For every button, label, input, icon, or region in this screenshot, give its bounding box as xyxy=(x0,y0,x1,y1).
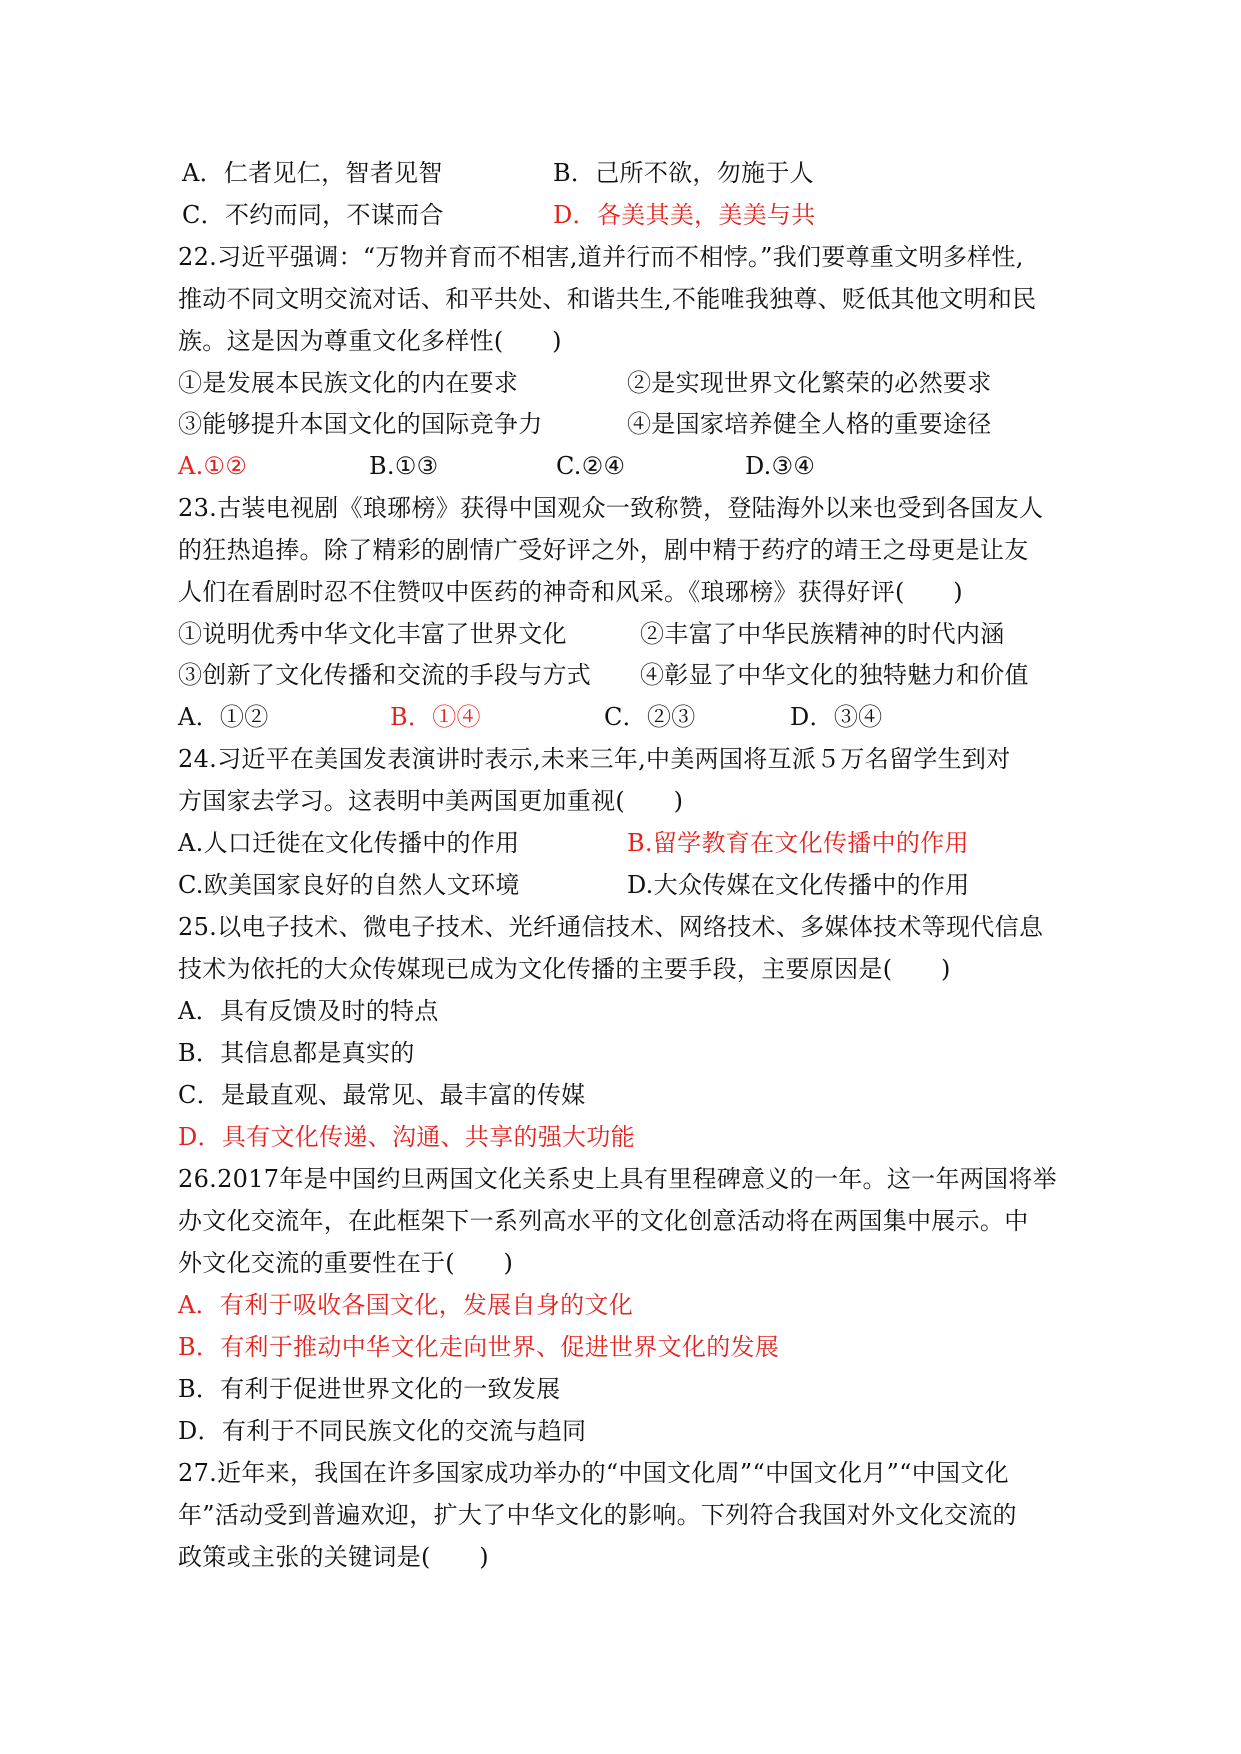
q23-stem-line1: 23.古装电视剧《琅琊榜》获得中国观众一致称赞，登陆海外以来也受到各国友人 xyxy=(178,494,1044,522)
q26-option-d: D．有利于不同民族文化的交流与趋同 xyxy=(178,1417,587,1445)
q22-statement-1: ①是发展本民族文化的内在要求 xyxy=(178,369,519,397)
q22-statement-2: ②是实现世界文化繁荣的必然要求 xyxy=(627,369,992,397)
q23-option-c: C．②③ xyxy=(604,703,696,731)
q25-option-a: A．具有反馈及时的特点 xyxy=(178,997,439,1025)
q22-option-d: D.③④ xyxy=(745,452,816,480)
q21-option-a: A．仁者见仁，智者见智 xyxy=(182,159,443,187)
q23-statement-1: ①说明优秀中华文化丰富了世界文化 xyxy=(178,620,567,648)
q23-option-d: D．③④ xyxy=(790,703,883,731)
q26-option-b-answer: B．有利于推动中华文化走向世界、促进世界文化的发展 xyxy=(178,1333,780,1361)
q26-stem-line1: 26.2017年是中国约旦两国文化关系史上具有里程碑意义的一年。这一年两国将举 xyxy=(178,1165,1057,1193)
q22-option-b: B.①③ xyxy=(369,452,439,480)
q21-option-c: C．不约而同，不谋而合 xyxy=(182,201,444,229)
q26-stem-line3: 外文化交流的重要性在于( ) xyxy=(178,1249,514,1277)
q25-option-c: C．是最直观、最常见、最丰富的传媒 xyxy=(178,1081,586,1109)
q23-stem-line3: 人们在看剧时忍不住赞叹中医药的神奇和风采。《琅琊榜》获得好评( ) xyxy=(178,578,963,606)
q24-option-d: D.大众传媒在文化传播中的作用 xyxy=(627,871,970,899)
q22-stem-line2: 推动不同文明交流对话、和平共处、和谐共生,不能唯我独尊、贬低其他文明和民 xyxy=(178,285,1037,313)
q22-statement-3: ③能够提升本国文化的国际竞争力 xyxy=(178,410,543,438)
q25-stem-line2: 技术为依托的大众传媒现已成为文化传播的主要手段，主要原因是( ) xyxy=(178,955,951,983)
q23-option-b-answer: B．①④ xyxy=(390,703,481,731)
q22-stem-line3: 族。这是因为尊重文化多样性( ) xyxy=(178,327,562,355)
q25-stem-line1: 25.以电子技术、微电子技术、光纤通信技术、网络技术、多媒体技术等现代信息 xyxy=(178,913,1044,941)
q23-statement-4: ④彰显了中华文化的独特魅力和价值 xyxy=(640,661,1029,689)
q26-option-a-answer: A．有利于吸收各国文化，发展自身的文化 xyxy=(178,1291,634,1319)
q26-option-c: B．有利于促进世界文化的一致发展 xyxy=(178,1375,561,1403)
q23-statement-2: ②丰富了中华民族精神的时代内涵 xyxy=(640,620,1005,648)
q25-option-d-answer: D．具有文化传递、沟通、共享的强大功能 xyxy=(178,1123,635,1151)
q24-option-c: C.欧美国家良好的自然人文环境 xyxy=(178,871,520,899)
q27-stem-line1: 27.近年来，我国在许多国家成功举办的“中国文化周”“中国文化月”“中国文化 xyxy=(178,1459,1009,1487)
q22-option-a-answer: A.①② xyxy=(178,452,248,480)
q23-stem-line2: 的狂热追捧。除了精彩的剧情广受好评之外，剧中精于药疗的靖王之母更是让友 xyxy=(178,536,1029,564)
q21-option-d-answer: D．各美其美，美美与共 xyxy=(553,201,816,229)
q22-stem-line1: 22.习近平强调：“万物并育而不相害,道并行而不相悖。”我们要尊重文明多样性, xyxy=(178,243,1024,271)
q21-option-b: B．己所不欲，勿施于人 xyxy=(553,159,814,187)
q23-option-a: A．①② xyxy=(178,703,269,731)
q22-option-c: C.②④ xyxy=(556,452,626,480)
q27-stem-line3: 政策或主张的关键词是( ) xyxy=(178,1543,489,1571)
q24-option-a: A.人口迁徙在文化传播中的作用 xyxy=(178,829,520,857)
q24-option-b-answer: B.留学教育在文化传播中的作用 xyxy=(627,829,969,857)
q25-option-b: B．其信息都是真实的 xyxy=(178,1039,415,1067)
q24-stem-line2: 方国家去学习。这表明中美两国更加重视( ) xyxy=(178,787,684,815)
q26-stem-line2: 办文化交流年，在此框架下一系列高水平的文化创意活动将在两国集中展示。中 xyxy=(178,1207,1029,1235)
q22-statement-4: ④是国家培养健全人格的重要途径 xyxy=(627,410,992,438)
q24-stem-line1: 24.习近平在美国发表演讲时表示,未来三年,中美两国将互派５万名留学生到对 xyxy=(178,745,1011,773)
q27-stem-line2: 年”活动受到普遍欢迎，扩大了中华文化的影响。下列符合我国对外文化交流的 xyxy=(178,1501,1017,1529)
q23-statement-3: ③创新了文化传播和交流的手段与方式 xyxy=(178,661,592,689)
